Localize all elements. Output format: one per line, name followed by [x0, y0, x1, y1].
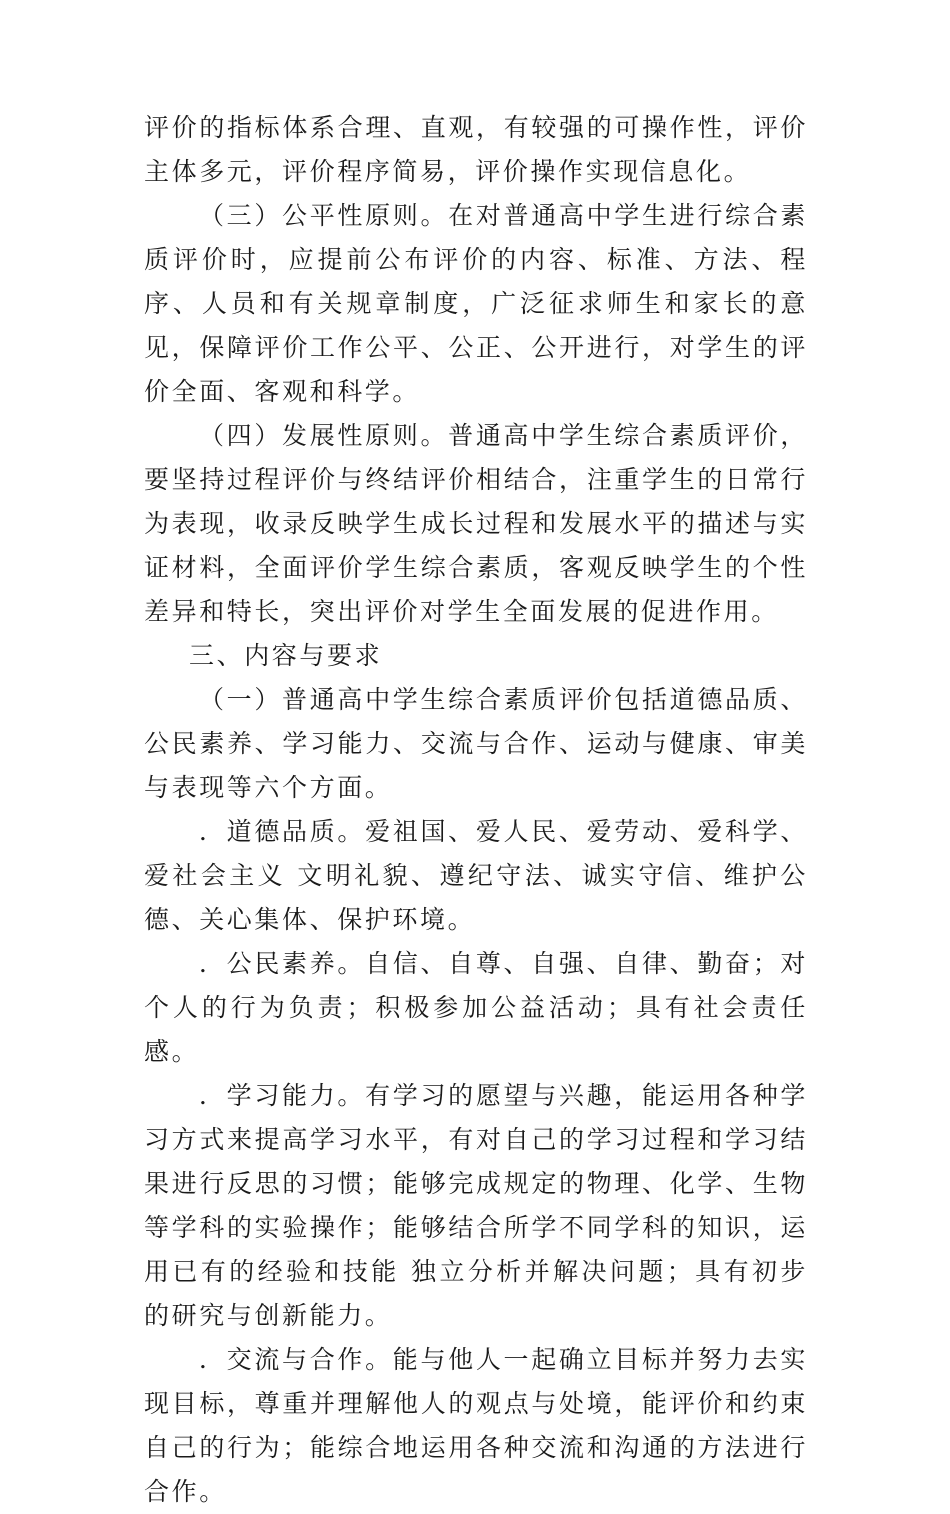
section-heading-content-requirements: 三、内容与要求	[189, 641, 383, 670]
paragraph-fairness-principle: （三）公平性原则。在对普通高中学生进行综合素质评价时，应提前公布评价的内容、标准、方法、程序、人员和有关规章制度，广泛征求师生和家长的意见，保障评价工作公平、公正、公开进行，对学生的评价全面、客观和科学。	[144, 201, 808, 406]
paragraph-learning-ability: ．学习能力。有学习的愿望与兴趣，能运用各种学习方式来提高学习水平，有对自己的学习过程和学习结果进行反思的习惯；能够完成规定的物理、化学、生物等学科的实验操作；能够结合所学不同学科的知识，运用已有的经验和技能 独立分析并解决问题；具有初步的研究与创新能力。	[144, 1081, 808, 1330]
paragraph-continuation: 评价的指标体系合理、直观，有较强的可操作性，评价主体多元，评价程序简易，评价操作实现信息化。	[144, 113, 808, 186]
paragraph-moral-quality: ．道德品质。爱祖国、爱人民、爱劳动、爱科学、爱社会主义 文明礼貌、遵纪守法、诚实守信、维护公德、关心集体、保护环境。	[144, 817, 808, 934]
paragraph-communication-cooperation: ．交流与合作。能与他人一起确立目标并努力去实现目标，尊重并理解他人的观点与处境，能评价和约束自己的行为；能综合地运用各种交流和沟通的方法进行合作。	[144, 1345, 808, 1506]
document-page	[144, 106, 808, 1514]
paragraph-civic-literacy: ．公民素养。自信、自尊、自强、自律、勤奋；对个人的行为负责；积极参加公益活动；具有社会责任感。	[144, 949, 808, 1066]
paragraph-six-aspects: （一）普通高中学生综合素质评价包括道德品质、公民素养、学习能力、交流与合作、运动与健康、审美与表现等六个方面。	[144, 685, 808, 802]
paragraph-development-principle: （四）发展性原则。普通高中学生综合素质评价，要坚持过程评价与终结评价相结合，注重学生的日常行为表现，收录反映学生成长过程和发展水平的描述与实证材料，全面评价学生综合素质，客观反映学生的个性差异和特长，突出评价对学生全面发展的促进作用。	[144, 421, 808, 626]
